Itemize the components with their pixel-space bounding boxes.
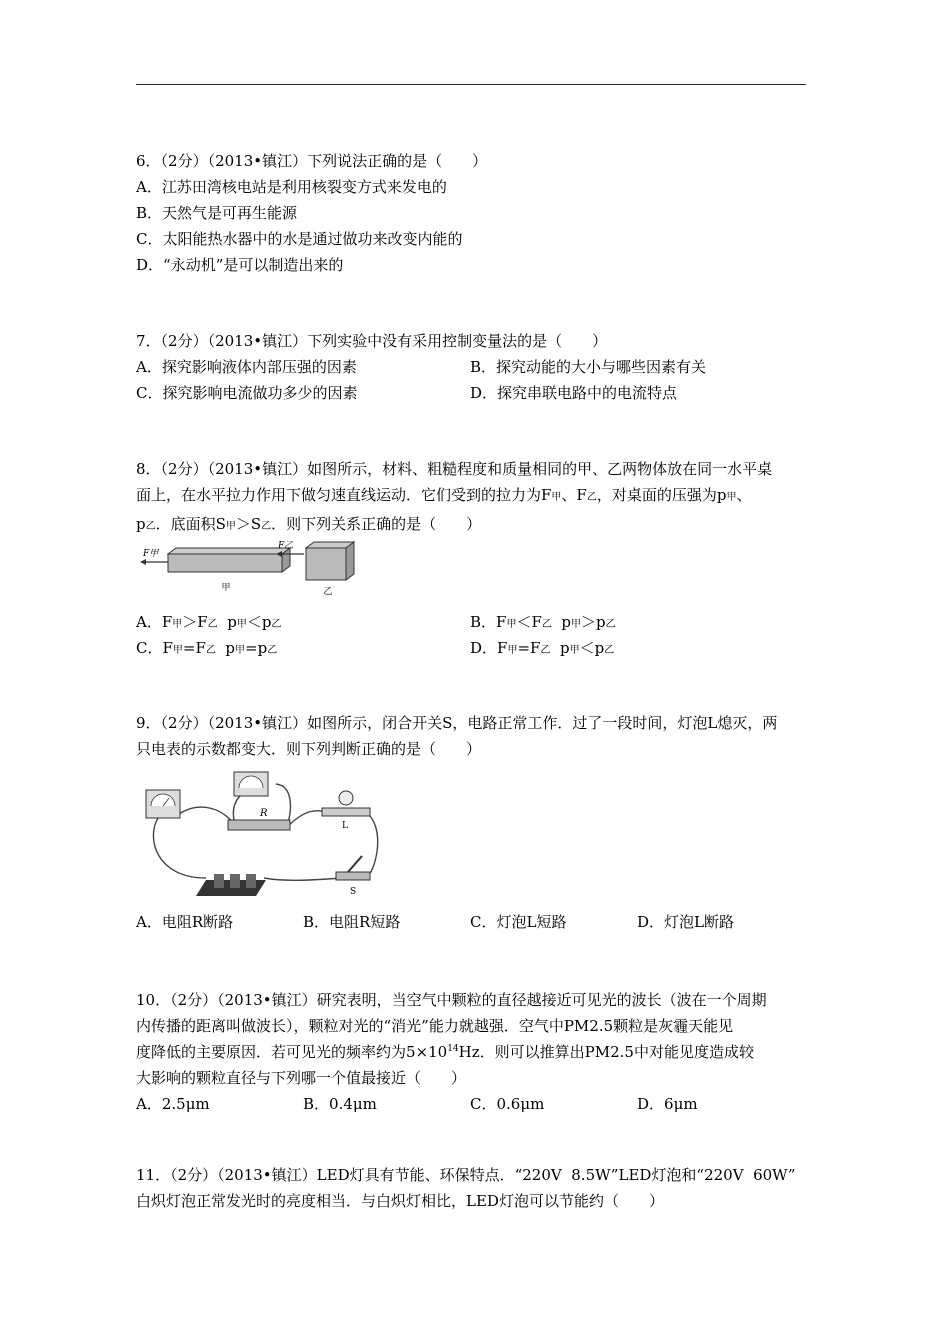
option-d[interactable]: D．“永动机”是可以制造出来的: [136, 256, 344, 274]
option-a[interactable]: A．电阻R断路: [136, 913, 234, 931]
option-c[interactable]: C．灯泡L短路: [470, 913, 567, 931]
question-8-line-1: 8．（2分）（2013•镇江）如图所示，材料、粗糙程度和质量相同的甲、乙两物体放在同一水平桌: [136, 460, 773, 478]
option-a[interactable]: A．探究影响液体内部压强的因素: [136, 358, 357, 376]
label-l: L: [342, 821, 348, 831]
question-9: [136, 710, 811, 762]
header-rule: [136, 84, 806, 85]
option-c[interactable]: C．0.6μm: [470, 1095, 545, 1113]
option-a[interactable]: A．F甲＞F乙 p甲＜p乙: [136, 613, 282, 631]
question-9-line-1: 9．（2分）（2013•镇江）如图所示，闭合开关S，电路正常工作．过了一段时间，灯泡L熄灭，两: [136, 714, 778, 732]
option-c[interactable]: C．太阳能热水器中的水是通过做功来改变内能的: [136, 230, 463, 248]
circuit-figure: [136, 768, 386, 898]
option-b[interactable]: B．天然气是可再生能源: [136, 204, 298, 222]
question-8-options: [136, 609, 811, 661]
question-11-line-2: 白炽灯泡正常发光时的亮度相当．与白炽灯相比，LED灯泡可以节能约（ ）: [136, 1192, 664, 1210]
label-r: R: [260, 808, 268, 819]
label-f-jia: F甲: [143, 549, 159, 559]
option-d[interactable]: D．灯泡L断路: [637, 913, 734, 931]
question-10-line-1: 10．（2分）（2013•镇江）研究表明，当空气中颗粒的直径越接近可见光的波长（波在一个周期: [136, 991, 767, 1009]
resistor: [228, 820, 290, 830]
label-s: S: [350, 887, 357, 897]
question-8-line-2: 面上，在水平拉力作用下做匀速直线运动．它们受到的拉力为F甲、F乙，对桌面的压强为p甲、: [136, 486, 752, 504]
option-b[interactable]: B．0.4μm: [303, 1095, 377, 1113]
option-b[interactable]: B．探究动能的大小与哪些因素有关: [470, 358, 707, 376]
blocks-figure: [138, 540, 368, 600]
option-a[interactable]: A．江苏田湾核电站是利用核裂变方式来发电的: [136, 178, 447, 196]
question-11-line-1: 11．（2分）（2013•镇江）LED灯具有节能、环保特点．“220V 8.5W”LED灯泡和“220V 60W”: [136, 1166, 796, 1184]
switch: [336, 872, 370, 880]
question-6-stem: 6．（2分）（2013•镇江）下列说法正确的是（ ）: [136, 152, 488, 170]
option-d[interactable]: D．6μm: [637, 1095, 698, 1113]
option-d[interactable]: D．探究串联电路中的电流特点: [470, 384, 678, 402]
option-b[interactable]: B．电阻R短路: [303, 913, 401, 931]
option-b[interactable]: B．F甲＜F乙 p甲＞p乙: [470, 613, 616, 631]
option-a[interactable]: A．2.5μm: [136, 1095, 210, 1113]
question-6: [136, 148, 811, 278]
lamp: [322, 808, 370, 816]
question-10: [136, 987, 811, 1117]
label-f-yi: F乙: [278, 541, 294, 551]
question-8: [136, 456, 811, 540]
label-yi: 乙: [323, 587, 333, 597]
label-jia: 甲: [221, 583, 231, 593]
question-7: [136, 328, 811, 406]
question-7-stem: 7．（2分）（2013•镇江）下列实验中没有采用控制变量法的是（ ）: [136, 332, 608, 350]
option-d[interactable]: D．F甲=F乙 p甲＜p乙: [470, 639, 615, 657]
question-10-line-3: 度降低的主要原因．若可见光的频率约为$5\times 10^{14}Hz$．则可以推算出PM2.5中对能见度造成较: [136, 1043, 754, 1061]
question-10-line-4: 大影响的颗粒直径与下列哪一个值最接近（ ）: [136, 1069, 467, 1087]
option-c[interactable]: C．探究影响电流做功多少的因素: [136, 384, 358, 402]
question-11: [136, 1162, 811, 1214]
question-8-line-3: p乙．底面积S甲＞S乙．则下列关系正确的是（ ）: [136, 515, 482, 533]
question-9-options: [136, 909, 811, 935]
question-10-line-2: 内传播的距离叫做波长），颗粒对光的“消光”能力就越强．空气中PM2.5颗粒是灰霾天能见: [136, 1017, 734, 1035]
question-9-line-2: 只电表的示数都变大．则下列判断正确的是（ ）: [136, 740, 482, 758]
option-c[interactable]: C．F甲=F乙 p甲=p乙: [136, 639, 278, 657]
